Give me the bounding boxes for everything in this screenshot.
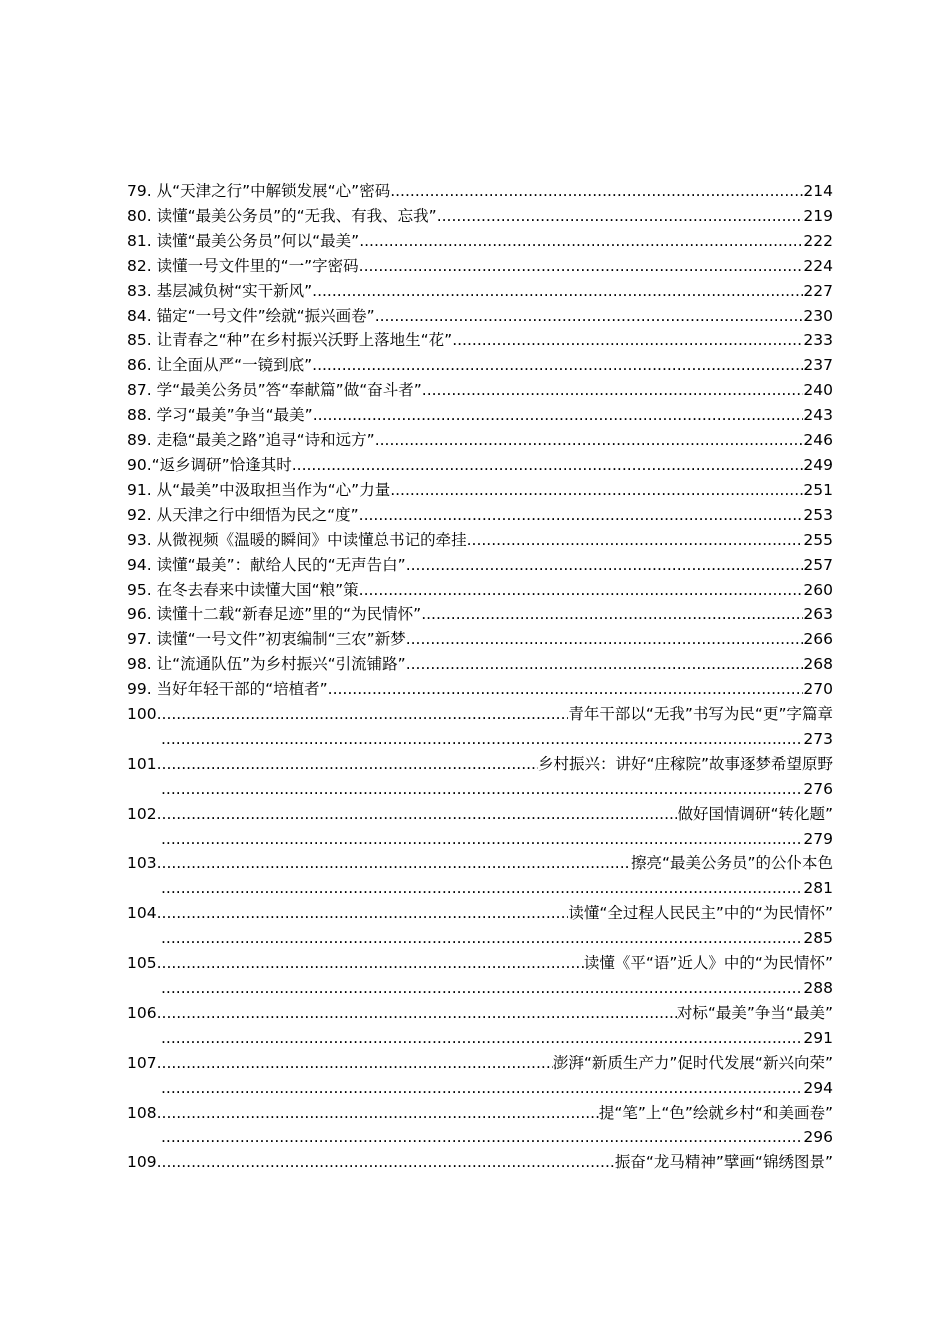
dot-leader <box>292 453 804 478</box>
toc-entry[interactable] <box>127 328 833 353</box>
toc-entry-title: 提“笔”上“色”绘就乡村“和美画卷” <box>598 1103 833 1122</box>
toc-entry-page: 294 <box>803 1078 833 1097</box>
toc-entry-page: 237 <box>803 356 833 375</box>
toc-entry-continuation[interactable] <box>127 777 833 802</box>
toc-entry-number: 103 <box>127 854 157 873</box>
toc-entry-continuation[interactable] <box>127 727 833 752</box>
toc-entry[interactable] <box>127 702 833 727</box>
toc-entry[interactable] <box>127 851 833 876</box>
dot-leader <box>390 478 803 503</box>
dot-leader <box>406 627 804 652</box>
toc-entry-page: 214 <box>803 182 833 200</box>
toc-entry[interactable] <box>127 254 833 279</box>
toc-entry-continuation[interactable] <box>127 1125 833 1150</box>
toc-entry-page: 253 <box>803 505 833 524</box>
toc-entry-title: 92. 从天津之行中细悟为民之“度” <box>127 505 359 524</box>
toc-entry-title: 84. 锚定“一号文件”绘就“振兴画卷” <box>127 306 375 325</box>
toc-entry-title: 青年干部以“无我”书写为民“更”字篇章 <box>568 705 833 724</box>
toc-entry-number: 101 <box>127 754 157 773</box>
toc-entry[interactable] <box>127 752 833 777</box>
dot-leader <box>452 328 803 353</box>
toc-entry-title: 97. 读懂“一号文件”初衷编制“三农”新梦 <box>127 630 406 649</box>
toc-entry-page: 230 <box>803 306 833 325</box>
toc-entry-number: 107 <box>127 1053 157 1072</box>
dot-leader <box>406 553 804 578</box>
toc-entry[interactable] <box>127 1051 833 1076</box>
toc-entry-title: 98. 让“流通队伍”为乡村振兴“引流铺路” <box>127 655 406 674</box>
toc-entry-title: 90.“返乡调研”恰逢其时 <box>127 455 292 474</box>
dot-leader <box>157 1101 599 1126</box>
dot-leader <box>161 1076 803 1101</box>
toc-entry-page: 224 <box>803 256 833 275</box>
toc-entry-title: 89. 走稳“最美之路”追寻“诗和远方” <box>127 431 375 450</box>
toc-entry-page: 243 <box>803 406 833 425</box>
dot-leader <box>312 279 803 304</box>
toc-entry-title: 93. 从微视频《温暖的瞬间》中读懂总书记的牵挂 <box>127 530 467 549</box>
toc-entry-title: 乡村振兴：讲好“庄稼院”故事逐梦希望原野 <box>537 754 833 773</box>
toc-entry-page: 260 <box>803 580 833 599</box>
dot-leader <box>161 727 803 752</box>
toc-entry-page: 263 <box>803 605 833 624</box>
toc-entry-title: 对标“最美”争当“最美” <box>676 1003 833 1022</box>
toc-entry[interactable] <box>127 204 833 229</box>
toc-entry[interactable] <box>127 1101 833 1126</box>
toc-entry-title: 96. 读懂十二载“新春足迹”里的“为民情怀” <box>127 605 422 624</box>
dot-leader <box>157 901 569 926</box>
toc-entry-page: 270 <box>803 680 833 699</box>
toc-entry-title: 82. 读懂一号文件里的“一”字密码 <box>127 256 359 275</box>
toc-entry[interactable] <box>127 652 833 677</box>
dot-leader <box>390 179 803 204</box>
toc-entry-page: 296 <box>803 1128 833 1147</box>
dot-leader <box>406 652 804 677</box>
toc-entry-number: 106 <box>127 1003 157 1022</box>
toc-entry-continuation[interactable] <box>127 976 833 1001</box>
toc-entry[interactable] <box>127 951 833 976</box>
dot-leader <box>375 304 804 329</box>
toc-entry[interactable] <box>127 627 833 652</box>
toc-entry-page: 266 <box>803 630 833 649</box>
toc-entry[interactable] <box>127 677 833 702</box>
toc-entry-page: 273 <box>803 729 833 748</box>
toc-entry-page: 255 <box>803 530 833 549</box>
toc-entry-page: 227 <box>803 281 833 300</box>
toc-entry[interactable] <box>127 403 833 428</box>
toc-entry-number: 100 <box>127 705 157 724</box>
toc-entry-page: 288 <box>803 979 833 997</box>
dot-leader <box>161 1026 803 1051</box>
toc-entry-page: 291 <box>803 1028 833 1047</box>
toc-entry-title: 擦亮“最美公务员”的公仆本色 <box>630 854 833 873</box>
toc-entry-title: 88. 学习“最美”争当“最美” <box>127 406 313 425</box>
dot-leader <box>359 578 804 603</box>
toc-entry-number: 105 <box>127 954 157 973</box>
toc-entry-page: 285 <box>803 929 833 948</box>
toc-entry-title: 85. 让青春之“种”在乡村振兴沃野上落地生“花” <box>127 331 453 350</box>
dot-leader <box>359 503 804 528</box>
dot-leader <box>422 378 804 403</box>
dot-leader <box>157 1051 553 1076</box>
toc-entry-title: 91. 从“最美”中汲取担当作为“心”力量 <box>127 480 391 499</box>
dot-leader <box>161 926 803 951</box>
toc-entry-page: 268 <box>803 655 833 674</box>
toc-entry[interactable] <box>127 901 833 926</box>
toc-entry[interactable] <box>127 378 833 403</box>
toc-entry-title: 81. 读懂“最美公务员”何以“最美” <box>127 231 360 250</box>
toc-entry-page: 222 <box>803 231 833 250</box>
toc-entry[interactable] <box>127 503 833 528</box>
toc-entry[interactable] <box>127 453 833 478</box>
dot-leader <box>157 851 631 876</box>
dot-leader <box>157 752 538 777</box>
toc-entry[interactable] <box>127 578 833 603</box>
toc-entry-page: 233 <box>803 331 833 350</box>
toc-entry-page: 240 <box>803 381 833 400</box>
dot-leader <box>161 876 803 901</box>
toc-entry[interactable] <box>127 353 833 378</box>
toc-entry-title: 83. 基层减负树“实干新风” <box>127 281 313 300</box>
dot-leader <box>157 702 569 727</box>
toc-entry-page: 249 <box>803 455 833 474</box>
toc-entry-number: 109 <box>127 1153 157 1172</box>
toc-entry[interactable] <box>127 229 833 254</box>
toc-entry[interactable] <box>127 428 833 453</box>
toc-entry-number: 102 <box>127 804 157 823</box>
toc-entry-continuation[interactable] <box>127 1026 833 1051</box>
dot-leader <box>161 976 803 1001</box>
dot-leader <box>467 528 804 553</box>
toc-entry-title: 读懂《平“语”近人》中的“为民情怀” <box>583 954 833 973</box>
toc-entry-number: 108 <box>127 1103 157 1122</box>
dot-leader <box>157 1001 677 1026</box>
toc-entry-continuation[interactable] <box>127 1076 833 1101</box>
toc-entry-page: 276 <box>803 779 833 798</box>
toc-entry-title: 99. 当好年轻干部的“培植者” <box>127 680 328 699</box>
toc-entry-page: 251 <box>803 480 833 499</box>
dot-leader <box>437 204 804 229</box>
dot-leader <box>161 777 803 802</box>
dot-leader <box>157 1150 615 1175</box>
toc-entry-title: 95. 在冬去春来中读懂大国“粮”策 <box>127 580 359 599</box>
toc-entry-title: 澎湃“新质生产力”促时代发展“新兴向荣” <box>552 1053 833 1072</box>
toc-entry-continuation[interactable] <box>127 876 833 901</box>
toc-entry-number: 104 <box>127 904 157 923</box>
toc-entry-title: 做好国情调研“转化题” <box>677 804 833 823</box>
toc-entry-page: 279 <box>803 829 833 848</box>
dot-leader <box>161 827 803 852</box>
toc-entry-continuation[interactable] <box>127 827 833 852</box>
dot-leader <box>328 677 804 702</box>
toc-entry[interactable] <box>127 602 833 627</box>
toc-entry-title: 读懂“全过程人民民主”中的“为民情怀” <box>568 904 833 923</box>
toc-entry[interactable] <box>127 1150 833 1175</box>
toc-entry-title: 80. 读懂“最美公务员”的“无我、有我、忘我” <box>127 206 437 225</box>
toc-entry[interactable] <box>127 179 833 204</box>
dot-leader <box>313 403 804 428</box>
toc-entry[interactable] <box>127 528 833 553</box>
toc-entry-title: 86. 让全面从严“一镜到底” <box>127 356 313 375</box>
dot-leader <box>375 428 804 453</box>
toc-entry-title: 79. 从“天津之行”中解锁发展“心”密码 <box>127 182 391 200</box>
toc-entry-page: 257 <box>803 555 833 574</box>
toc-entry[interactable] <box>127 478 833 503</box>
toc-entry[interactable] <box>127 802 833 827</box>
dot-leader <box>157 802 678 827</box>
toc-entry-page: 281 <box>803 879 833 898</box>
toc-entry-continuation[interactable] <box>127 926 833 951</box>
toc-entry[interactable] <box>127 1001 833 1026</box>
toc-entry[interactable] <box>127 553 833 578</box>
dot-leader <box>161 1125 803 1150</box>
toc-entry-page: 246 <box>803 431 833 450</box>
toc-entry[interactable] <box>127 304 833 329</box>
toc-entry[interactable] <box>127 279 833 304</box>
dot-leader <box>157 951 584 976</box>
table-of-contents <box>127 179 833 1175</box>
toc-entry-page: 219 <box>803 206 833 225</box>
toc-entry-title: 87. 学“最美公务员”答“奉献篇”做“奋斗者” <box>127 381 422 400</box>
dot-leader <box>359 254 804 279</box>
dot-leader <box>359 229 803 254</box>
dot-leader <box>421 602 803 627</box>
toc-entry-title: 振奋“龙马精神”擘画“锦绣图景” <box>614 1153 833 1172</box>
dot-leader <box>312 353 803 378</box>
toc-entry-title: 94. 读懂“最美”：献给人民的“无声告白” <box>127 555 406 574</box>
